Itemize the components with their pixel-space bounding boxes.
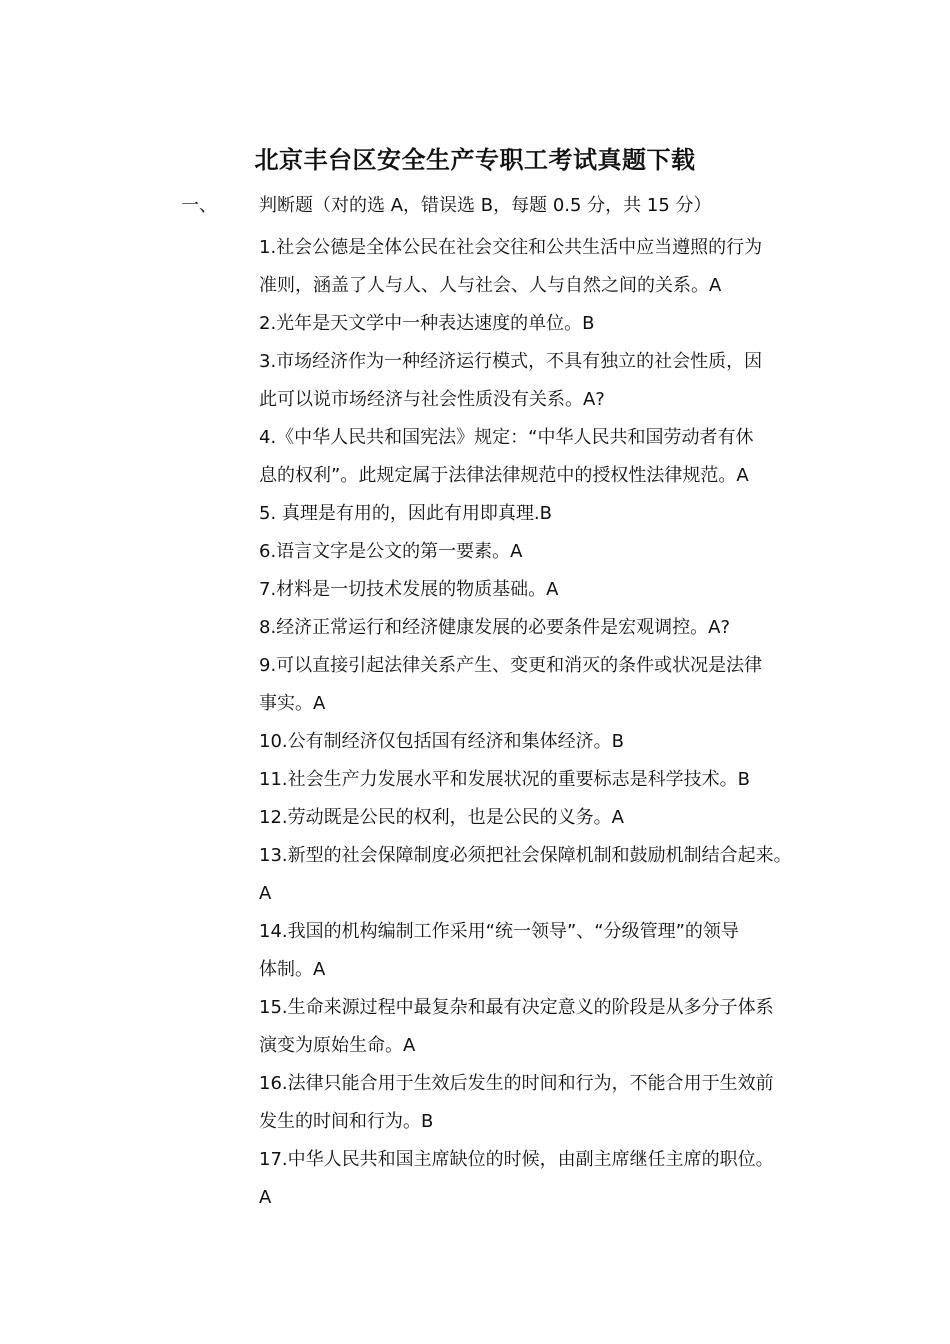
question-item [259,571,819,609]
question-text-line: 11.社会生产力发展水平和发展状况的重要标志是科学技术。B [259,769,750,790]
question-text-line: A [259,1187,272,1208]
question-list [259,229,819,1217]
section-number: 一、 [181,195,217,216]
question-text-line: 息的权利”。此规定属于法律法律规范中的授权性法律规范。A [259,465,749,486]
question-text-line: 5. 真理是有用的，因此有用即真理.B [259,503,552,524]
page-title: 北京丰台区安全生产专职工考试真题下载 [254,146,696,175]
question-text-line: 2.光年是天文学中一种表达速度的单位。B [259,313,595,334]
question-item [259,229,819,305]
question-text-line: 事实。A [259,693,326,714]
question-text-line: 体制。A [259,959,326,980]
question-item [259,913,819,989]
question-item [259,989,819,1065]
question-item [259,533,819,571]
question-text-line: 准则，涵盖了人与人、人与社会、人与自然之间的关系。A [259,275,722,296]
question-item [259,305,819,343]
question-text-line: 9.可以直接引起法律关系产生、变更和消灭的条件或状况是法律 [259,655,763,676]
section-heading: 判断题（对的选 A，错误选 B，每题 0.5 分，共 15 分） [259,195,712,216]
question-item [259,799,819,837]
question-text-line: 13.新型的社会保障制度必须把社会保障机制和鼓励机制结合起来。 [259,845,792,866]
question-text-line: 此可以说市场经济与社会性质没有关系。A? [259,389,605,410]
question-item [259,837,819,913]
question-text-line: 16.法律只能合用于生效后发生的时间和行为，不能合用于生效前 [259,1073,774,1094]
question-item [259,1141,819,1217]
question-item [259,723,819,761]
question-text-line: 3.市场经济作为一种经济运行模式，不具有独立的社会性质，因 [259,351,763,372]
question-item [259,761,819,799]
question-item [259,495,819,533]
question-item [259,609,819,647]
question-item [259,647,819,723]
question-text-line: 15.生命来源过程中最复杂和最有决定意义的阶段是从多分子体系 [259,997,774,1018]
question-text-line: 6.语言文字是公文的第一要素。A [259,541,523,562]
question-item [259,1065,819,1141]
question-text-line: 12.劳动既是公民的权利，也是公民的义务。A [259,807,624,828]
question-item [259,343,819,419]
question-text-line: 14.我国的机构编制工作采用“统一领导”、“分级管理”的领导 [259,921,739,942]
question-text-line: 1.社会公德是全体公民在社会交往和公共生活中应当遵照的行为 [259,237,763,258]
question-text-line: 4.《中华人民共和国宪法》规定：“中华人民共和国劳动者有休 [259,427,754,448]
question-text-line: 8.经济正常运行和经济健康发展的必要条件是宏观调控。A? [259,617,731,638]
question-text-line: 7.材料是一切技术发展的物质基础。A [259,579,559,600]
question-text-line: 17.中华人民共和国主席缺位的时候，由副主席继任主席的职位。 [259,1149,774,1170]
question-text-line: A [259,883,272,904]
question-text-line: 发生的时间和行为。B [259,1111,434,1132]
question-item [259,419,819,495]
question-text-line: 10.公有制经济仅包括国有经济和集体经济。B [259,731,624,752]
question-text-line: 演变为原始生命。A [259,1035,416,1056]
